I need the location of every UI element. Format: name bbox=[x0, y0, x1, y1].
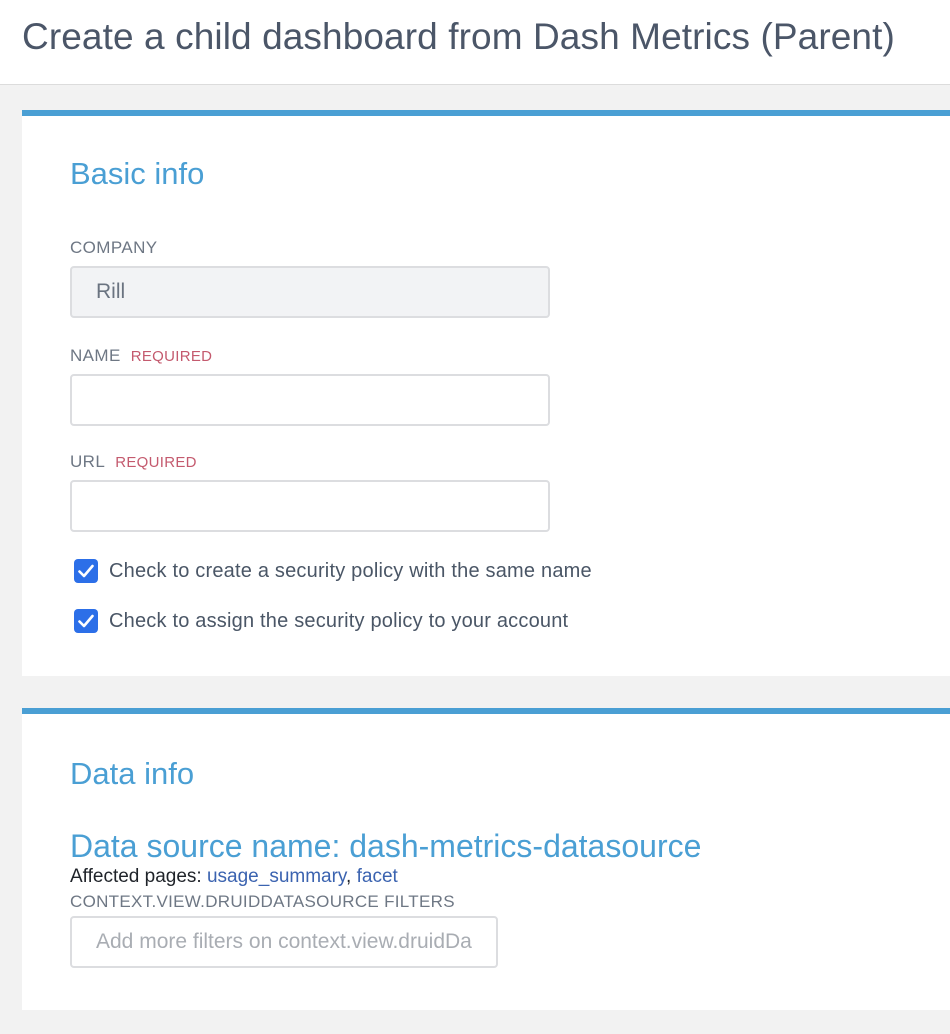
name-label-text: NAME bbox=[70, 346, 121, 365]
filters-input[interactable] bbox=[70, 916, 498, 968]
basic-info-title: Basic info bbox=[70, 156, 205, 191]
checkmark-icon bbox=[78, 614, 94, 628]
affected-page-link-facet[interactable]: facet bbox=[356, 866, 398, 887]
name-input[interactable] bbox=[70, 374, 550, 426]
company-label: COMPANY bbox=[70, 238, 158, 257]
affected-page-link-usage-summary[interactable]: usage_summary bbox=[206, 866, 347, 887]
assign-policy-label[interactable]: Check to assign the security policy to your account bbox=[109, 609, 569, 632]
url-input[interactable] bbox=[70, 480, 550, 532]
affected-pages bbox=[70, 866, 398, 888]
data-info-card bbox=[22, 708, 950, 1010]
url-label-text: URL bbox=[70, 452, 106, 471]
datasource-title: Data source name: dash-metrics-datasource bbox=[70, 828, 702, 864]
filters-label: CONTEXT.VIEW.DRUIDDATASOURCE FILTERS bbox=[70, 892, 455, 911]
name-label bbox=[70, 346, 212, 366]
affected-pages-label: Affected pages: bbox=[70, 866, 202, 887]
create-policy-checkbox-row[interactable] bbox=[74, 558, 592, 584]
name-required-tag: REQUIRED bbox=[130, 348, 213, 365]
create-policy-label[interactable]: Check to create a security policy with the same name bbox=[109, 559, 592, 582]
checkmark-icon bbox=[78, 564, 94, 578]
data-info-title: Data info bbox=[70, 756, 195, 791]
assign-policy-checkbox[interactable] bbox=[74, 609, 98, 633]
url-required-tag: REQUIRED bbox=[115, 454, 197, 471]
page-title: Create a child dashboard from Dash Metrics (Parent) bbox=[22, 16, 895, 57]
url-label bbox=[70, 452, 197, 472]
page-header bbox=[0, 0, 950, 85]
basic-info-card bbox=[22, 110, 950, 676]
assign-policy-checkbox-row[interactable] bbox=[74, 608, 568, 634]
create-policy-checkbox[interactable] bbox=[74, 559, 98, 583]
company-input bbox=[70, 266, 550, 318]
affected-pages-separator: , bbox=[346, 866, 357, 887]
